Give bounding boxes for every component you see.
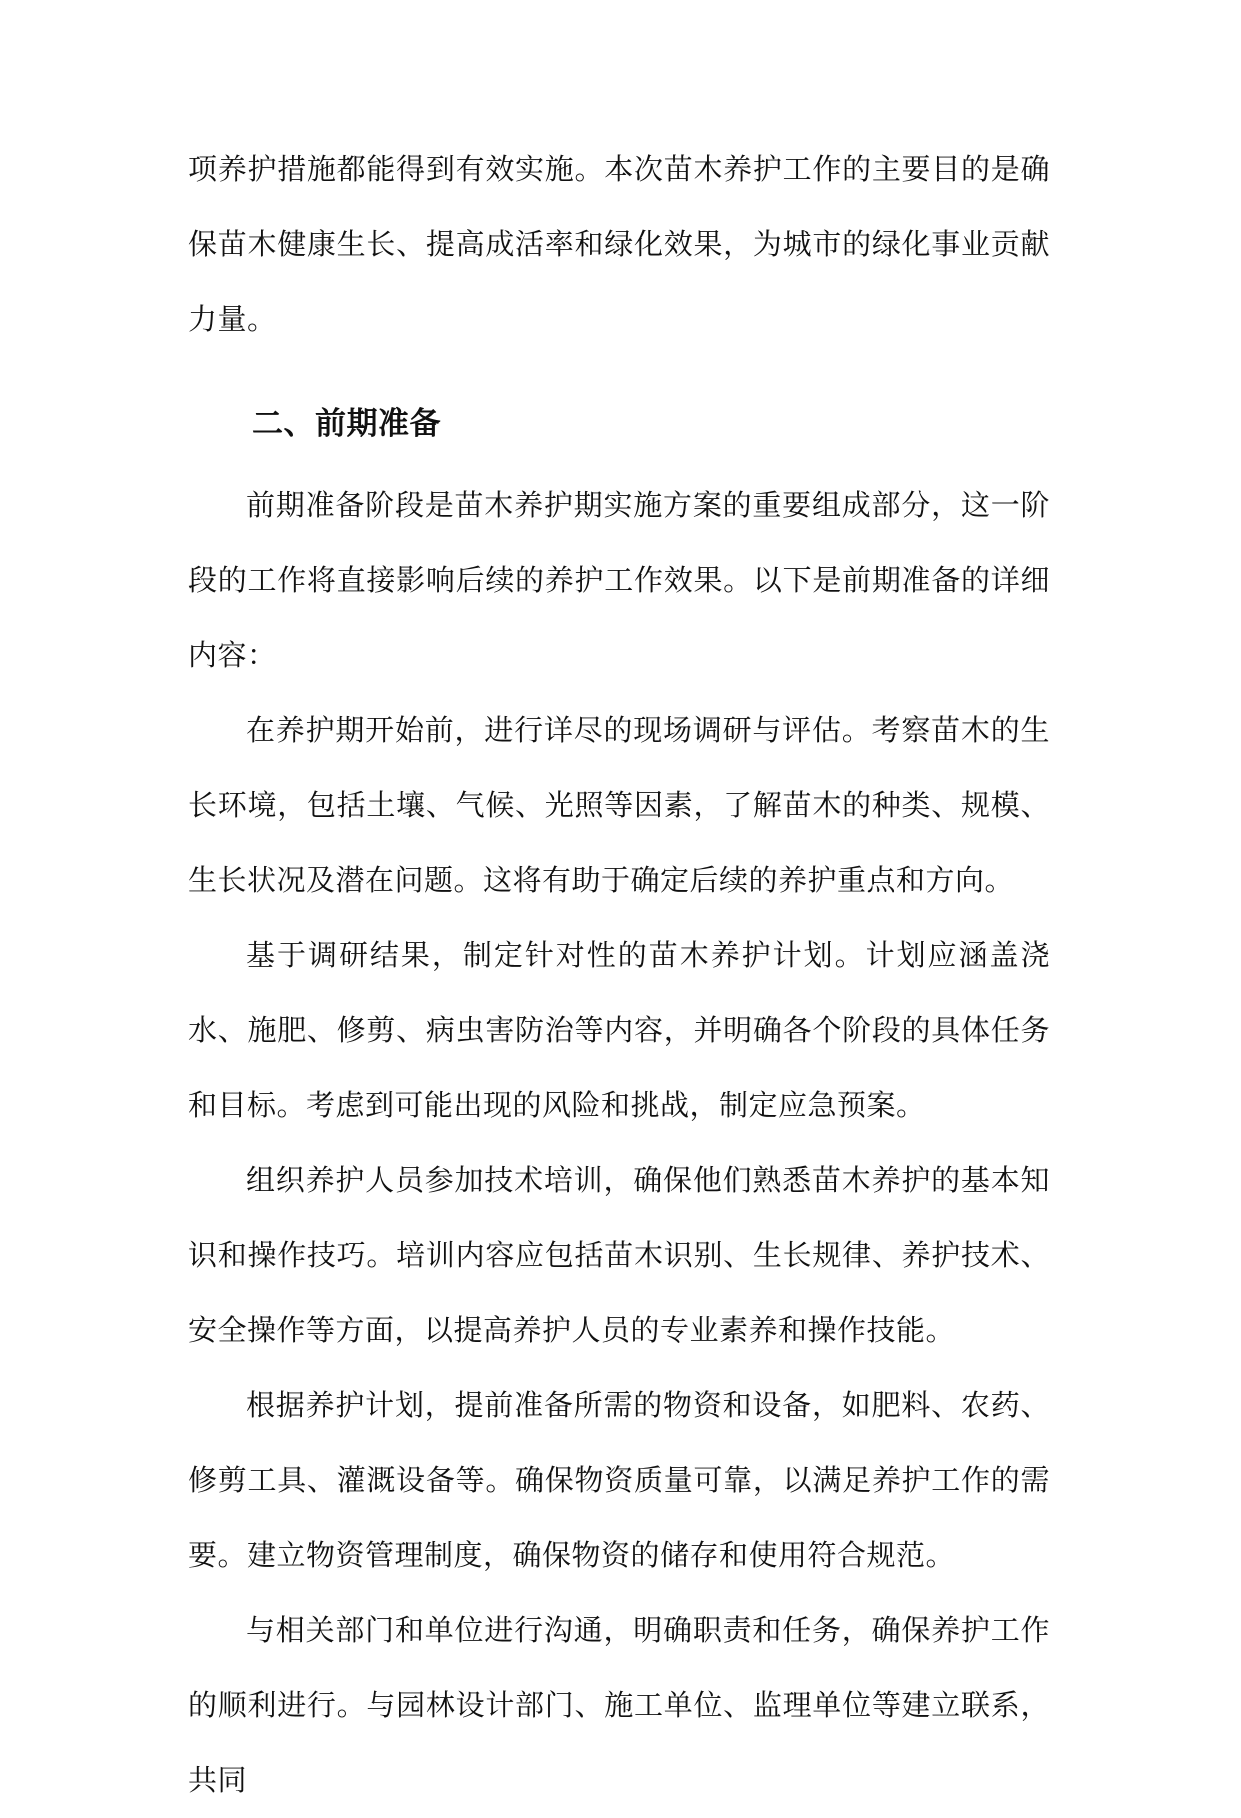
paragraph-5: 根据养护计划，提前准备所需的物资和设备，如肥料、农药、修剪工具、灌溉设备等。确保物资质量可靠，以满足养护工作的需要。建立物资管理制度，确保物资的储存和使用符合规范。 <box>188 1388 1050 1572</box>
paragraph-3: 基于调研结果，制定针对性的苗木养护计划。计划应涵盖浇水、施肥、修剪、病虫害防治等内容，并明确各个阶段的具体任务和目标。考虑到可能出现的风险和挑战，制定应急预案。 <box>188 938 1050 1122</box>
paragraph-4: 组织养护人员参加技术培训，确保他们熟悉苗木养护的基本知识和操作技巧。培训内容应包括苗木识别、生长规律、养护技术、安全操作等方面，以提高养护人员的专业素养和操作技能。 <box>188 1163 1050 1347</box>
section-heading: 二、前期准备 <box>252 406 441 442</box>
continued-paragraph: 项养护措施都能得到有效实施。本次苗木养护工作的主要目的是确保苗木健康生长、提高成活率和绿化效果，为城市的绿化事业贡献力量。 <box>188 152 1050 336</box>
paragraph-1: 前期准备阶段是苗木养护期实施方案的重要组成部分，这一阶段的工作将直接影响后续的养护工作效果。以下是前期准备的详细内容： <box>188 488 1050 672</box>
paragraph-2: 在养护期开始前，进行详尽的现场调研与评估。考察苗木的生长环境，包括土壤、气候、光照等因素，了解苗木的种类、规模、生长状况及潜在问题。这将有助于确定后续的养护重点和方向。 <box>188 713 1050 897</box>
paragraph-6: 与相关部门和单位进行沟通，明确职责和任务，确保养护工作的顺利进行。与园林设计部门、施工单位、监理单位等建立联系，共同 <box>188 1613 1050 1797</box>
document-body <box>188 132 1050 1818</box>
